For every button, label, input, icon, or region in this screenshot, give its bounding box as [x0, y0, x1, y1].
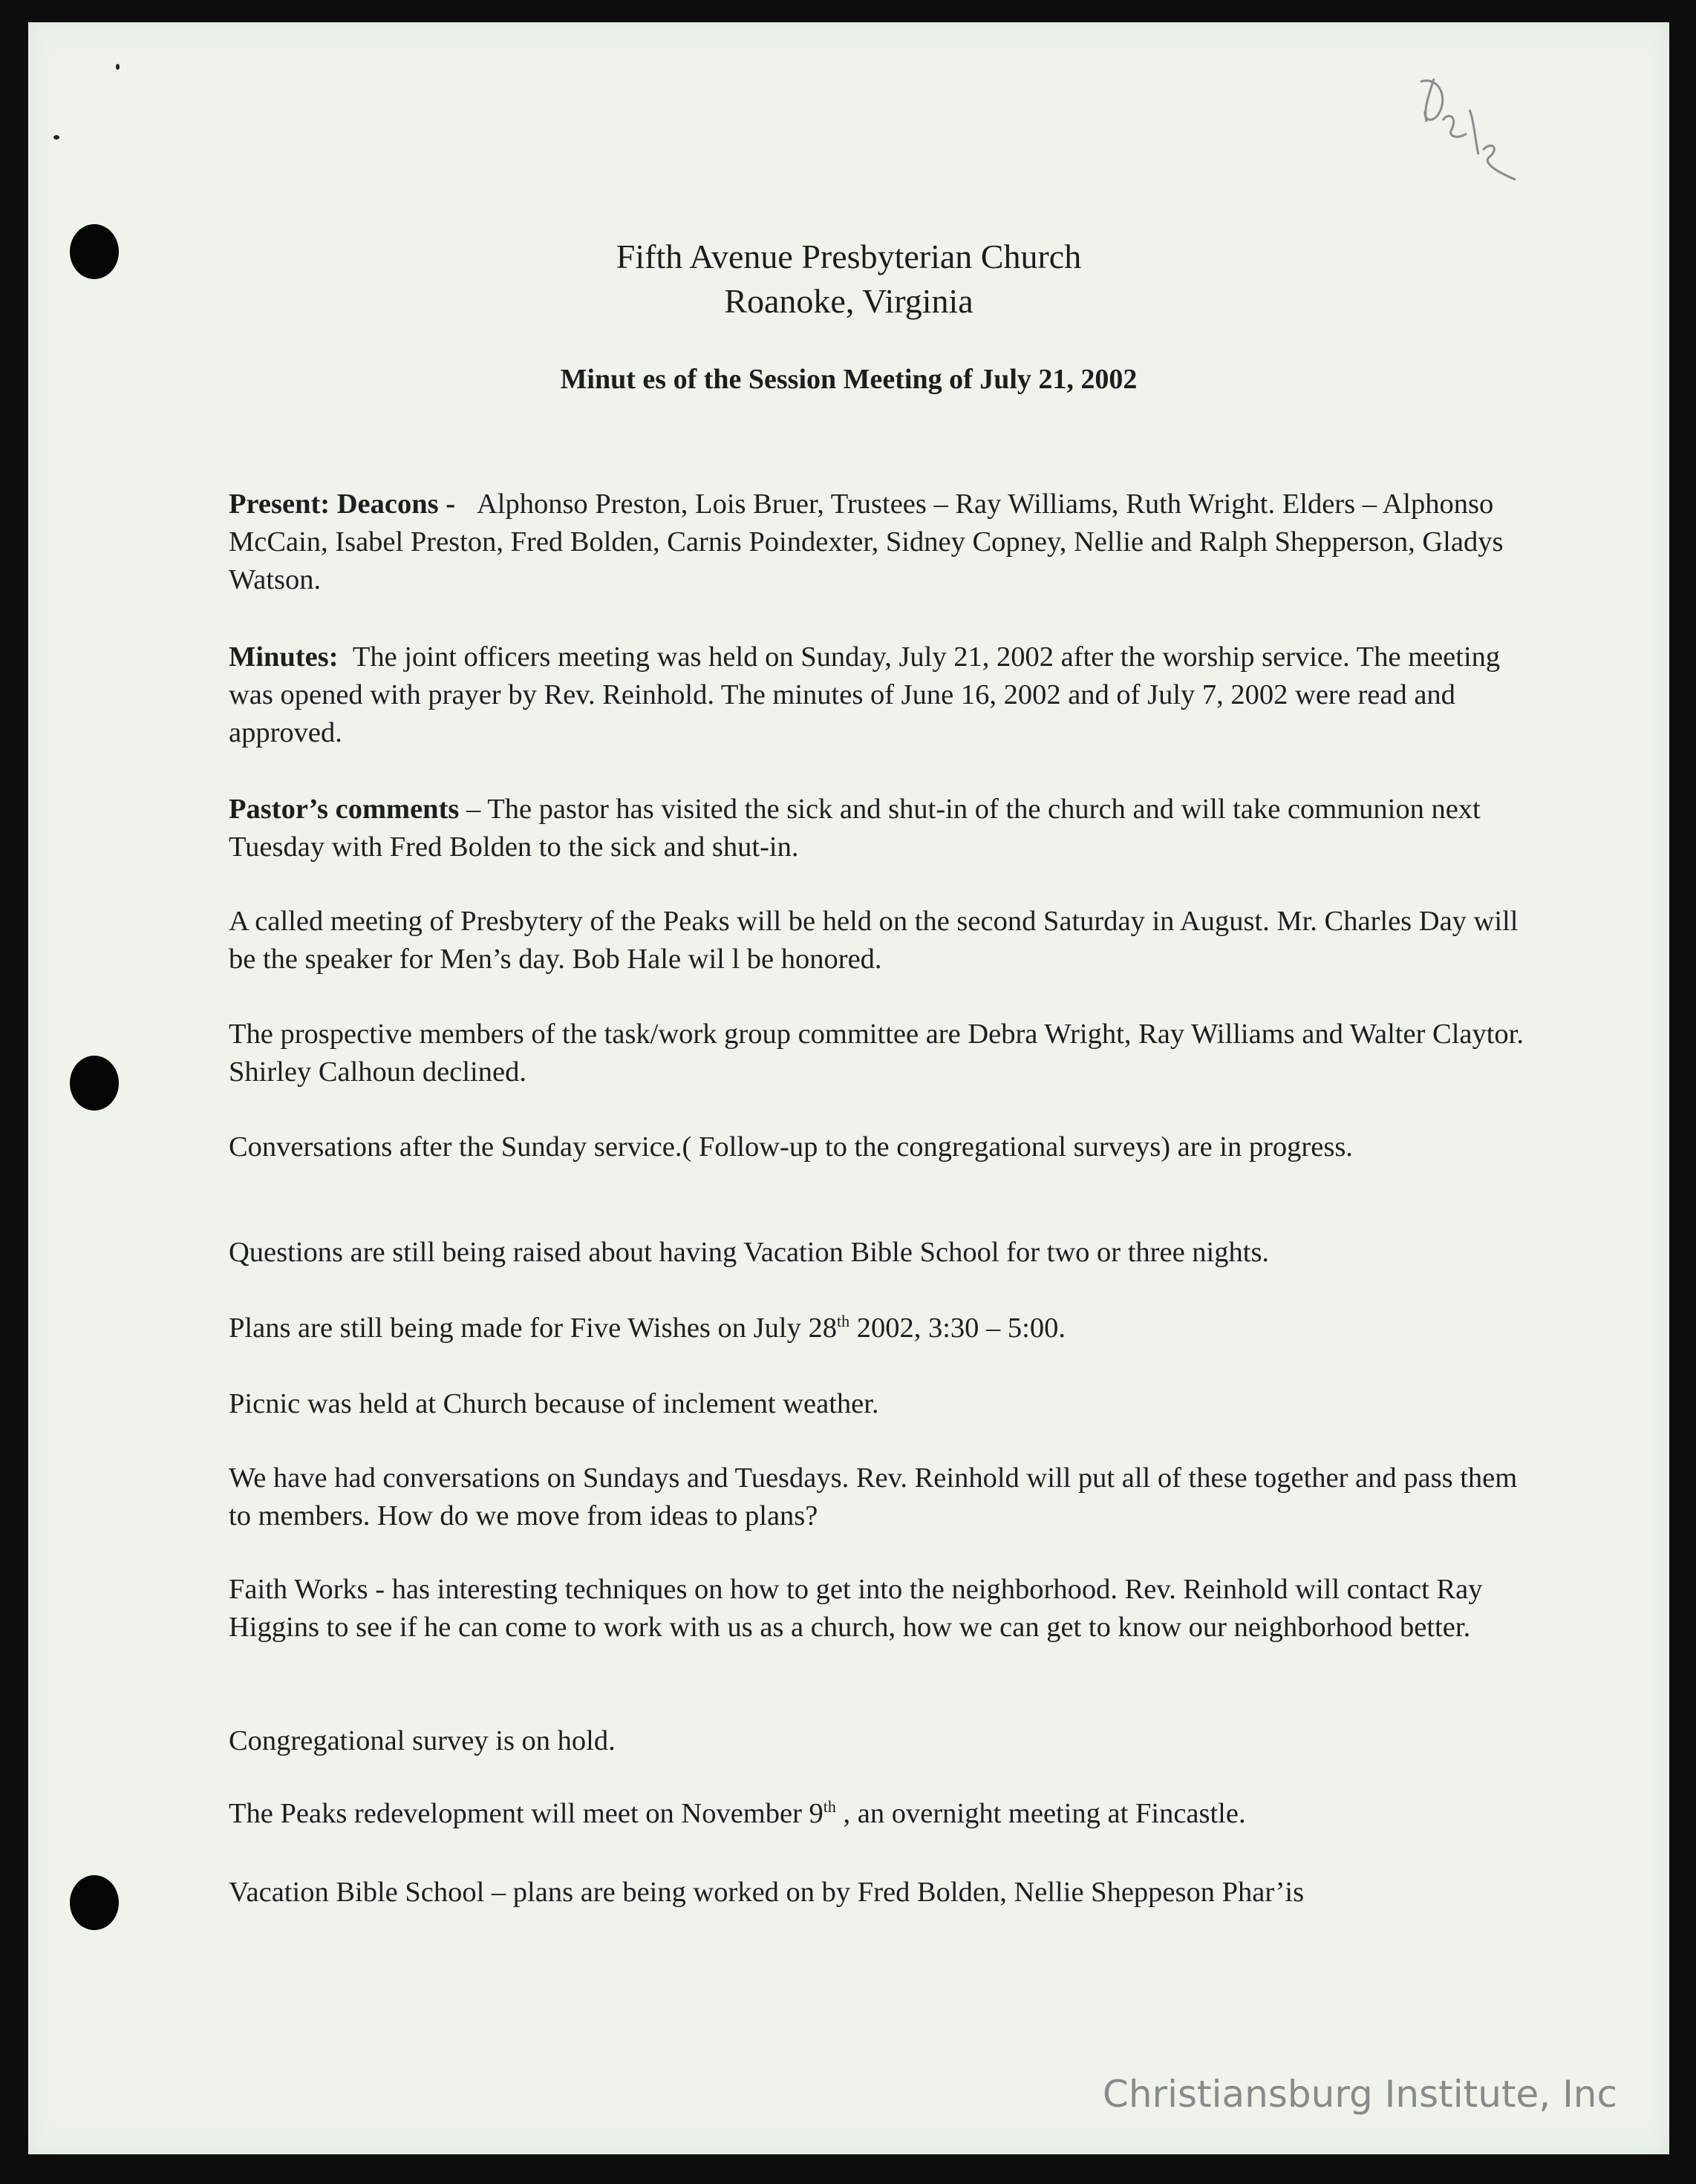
church-name: Fifth Avenue Presbyterian Church [616, 238, 1082, 275]
paper-speck [116, 64, 120, 70]
church-location: Roanoke, Virginia [724, 282, 973, 320]
conversations-followup-paragraph: We have had conversations on Sundays and Tuesdays. Rev. Reinhold will put all of these together and pass them to members. How do we move from ideas to plans? [229, 1462, 1518, 1531]
five-wishes-text-a: Plans are still being made for Five Wishes on July 28 [229, 1312, 837, 1344]
minutes-paragraph [229, 638, 1536, 752]
present-text: Alphonso Preston, Lois Bruer, Trustees – Ray Williams, Ruth Wright. Elders – Alphonso McCain, Isabel Preston, Fred Bolden, Carnis Poindexter, Sidney Copney, Nellie and Ralph Shepperson, Gladys Watson. [229, 488, 1504, 595]
presbytery-paragraph: A called meeting of Presbytery of the Peaks will be held on the second Saturday in August. Mr. Charles Day will be the speaker for Men’s day. Bob Hale wil l be honored. [229, 906, 1519, 975]
minutes-heading: Minutes: [229, 641, 339, 673]
present-paragraph [229, 485, 1536, 599]
faith-works-paragraph: Faith Works - has interesting techniques on how to get into the neighborhood. Rev. Reinhold will contact Ray Higgins to see if he can come to work with us as a church, how we can get to know our neighborhood better. [229, 1574, 1483, 1643]
minutes-text: The joint officers meeting was held on Sunday, July 21, 2002 after the worship service. The meeting was opened with prayer by Rev. Reinhold. The minutes of June 16, 2002 and of July 7, 2002 were read and approved. [229, 641, 1501, 748]
paper-speck [53, 135, 59, 140]
punch-hole-middle [70, 1056, 119, 1111]
vbs-questions-paragraph: Questions are still being raised about having Vacation Bible School for two or three nights. [229, 1237, 1270, 1268]
peaks-ordinal: th [823, 1797, 836, 1817]
vbs-plans-paragraph: Vacation Bible School – plans are being worked on by Fred Bolden, Nellie Sheppeson Phar’is [229, 1877, 1305, 1908]
pastor-paragraph [229, 791, 1536, 866]
document-title: Minut es of the Session Meeting of July 21, 2002 [560, 364, 1138, 395]
five-wishes-paragraph [229, 1310, 1536, 1347]
punch-hole-bottom [70, 1875, 119, 1930]
document-page [28, 22, 1669, 2154]
pastor-text: – The pastor has visited the sick and shut-in of the church and will take communion next Tuesday with Fred Bolden to the sick and shut-in. [229, 794, 1481, 863]
peaks-text-b: , an overnight meeting at Fincastle. [835, 1798, 1246, 1829]
survey-paragraph: Congregational survey is on hold. [229, 1725, 616, 1756]
five-wishes-text-b: 2002, 3:30 – 5:00. [849, 1312, 1066, 1344]
peaks-paragraph [229, 1795, 1536, 1833]
present-heading: Present: Deacons - [229, 488, 456, 520]
peaks-text-a: The Peaks redevelopment will meet on November 9 [229, 1798, 823, 1829]
task-group-paragraph: The prospective members of the task/work group committee are Debra Wright, Ray Williams and Walter Claytor. Shirley Calhoun declined. [229, 1019, 1524, 1088]
pastor-heading: Pastor’s comments [229, 794, 460, 825]
picnic-paragraph: Picnic was held at Church because of inclement weather. [229, 1388, 879, 1419]
watermark: Christiansburg Institute, Inc [1102, 2073, 1617, 2116]
five-wishes-ordinal: th [836, 1312, 850, 1331]
handwritten-initials [1406, 68, 1524, 194]
conversations-paragraph: Conversations after the Sunday service.( Follow-up to the congregational surveys) are in progress. [229, 1131, 1353, 1163]
